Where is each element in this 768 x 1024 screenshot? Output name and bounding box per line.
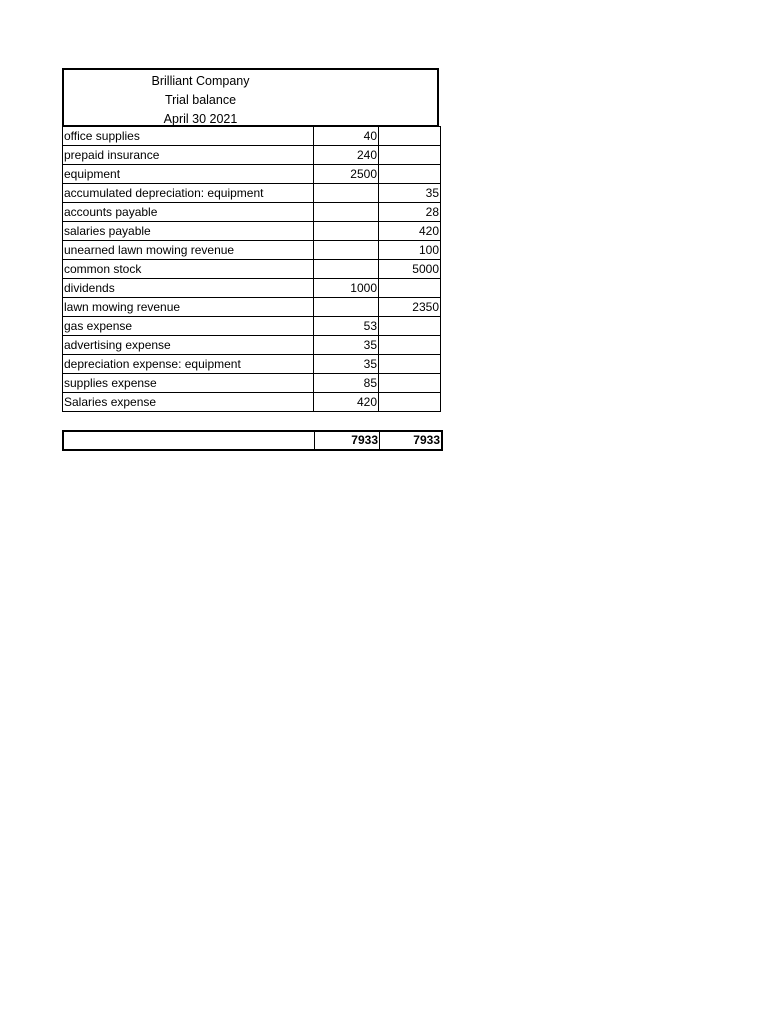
credit-amount: 420: [379, 222, 441, 241]
credit-amount: 100: [379, 241, 441, 260]
account-name: office supplies: [63, 127, 314, 146]
table-row: [63, 336, 441, 355]
table-row: [63, 279, 441, 298]
table-row: [63, 184, 441, 203]
table-row: [63, 146, 441, 165]
account-name: equipment: [63, 165, 314, 184]
account-name: Salaries expense: [63, 393, 314, 412]
report-date: April 30 2021: [163, 112, 238, 126]
report-title: Trial balance: [164, 93, 237, 107]
totals-label: [63, 431, 315, 450]
table-row: [63, 298, 441, 317]
trial-balance-sheet: [62, 68, 439, 451]
debit-amount: 2500: [314, 165, 379, 184]
account-name: salaries payable: [63, 222, 314, 241]
totals-table: [62, 430, 443, 451]
credit-amount: [379, 374, 441, 393]
table-row: [63, 260, 441, 279]
credit-amount: [379, 146, 441, 165]
credit-amount: [379, 165, 441, 184]
table-row: [63, 317, 441, 336]
total-debit: 7933: [315, 431, 380, 450]
account-name: unearned lawn mowing revenue: [63, 241, 314, 260]
table-row: [63, 393, 441, 412]
credit-amount: 35: [379, 184, 441, 203]
debit-amount: 420: [314, 393, 379, 412]
total-credit: 7933: [380, 431, 443, 450]
table-row: [63, 241, 441, 260]
report-header: [62, 68, 439, 126]
debit-amount: 53: [314, 317, 379, 336]
credit-amount: [379, 127, 441, 146]
account-name: prepaid insurance: [63, 146, 314, 165]
account-name: depreciation expense: equipment: [63, 355, 314, 374]
table-row: [63, 203, 441, 222]
debit-amount: 35: [314, 355, 379, 374]
account-name: accounts payable: [63, 203, 314, 222]
credit-amount: [379, 393, 441, 412]
table-row: [63, 374, 441, 393]
debit-amount: 1000: [314, 279, 379, 298]
account-name: lawn mowing revenue: [63, 298, 314, 317]
account-name: dividends: [63, 279, 314, 298]
table-row: [63, 165, 441, 184]
debit-amount: [314, 222, 379, 241]
company-name: Brilliant Company: [151, 74, 250, 88]
debit-amount: 240: [314, 146, 379, 165]
trial-balance-table: [62, 126, 441, 412]
totals-row: [63, 431, 442, 450]
credit-amount: [379, 336, 441, 355]
credit-amount: [379, 279, 441, 298]
debit-amount: [314, 184, 379, 203]
debit-amount: [314, 203, 379, 222]
debit-amount: [314, 298, 379, 317]
credit-amount: [379, 317, 441, 336]
credit-amount: 28: [379, 203, 441, 222]
debit-amount: 85: [314, 374, 379, 393]
table-row: [63, 127, 441, 146]
table-row: [63, 355, 441, 374]
credit-amount: 5000: [379, 260, 441, 279]
spacer-row: [62, 412, 439, 430]
account-name: common stock: [63, 260, 314, 279]
debit-amount: 35: [314, 336, 379, 355]
debit-amount: [314, 241, 379, 260]
account-name: supplies expense: [63, 374, 314, 393]
account-name: accumulated depreciation: equipment: [63, 184, 314, 203]
debit-amount: [314, 260, 379, 279]
credit-amount: 2350: [379, 298, 441, 317]
debit-amount: 40: [314, 127, 379, 146]
credit-amount: [379, 355, 441, 374]
account-name: gas expense: [63, 317, 314, 336]
account-name: advertising expense: [63, 336, 314, 355]
table-row: [63, 222, 441, 241]
